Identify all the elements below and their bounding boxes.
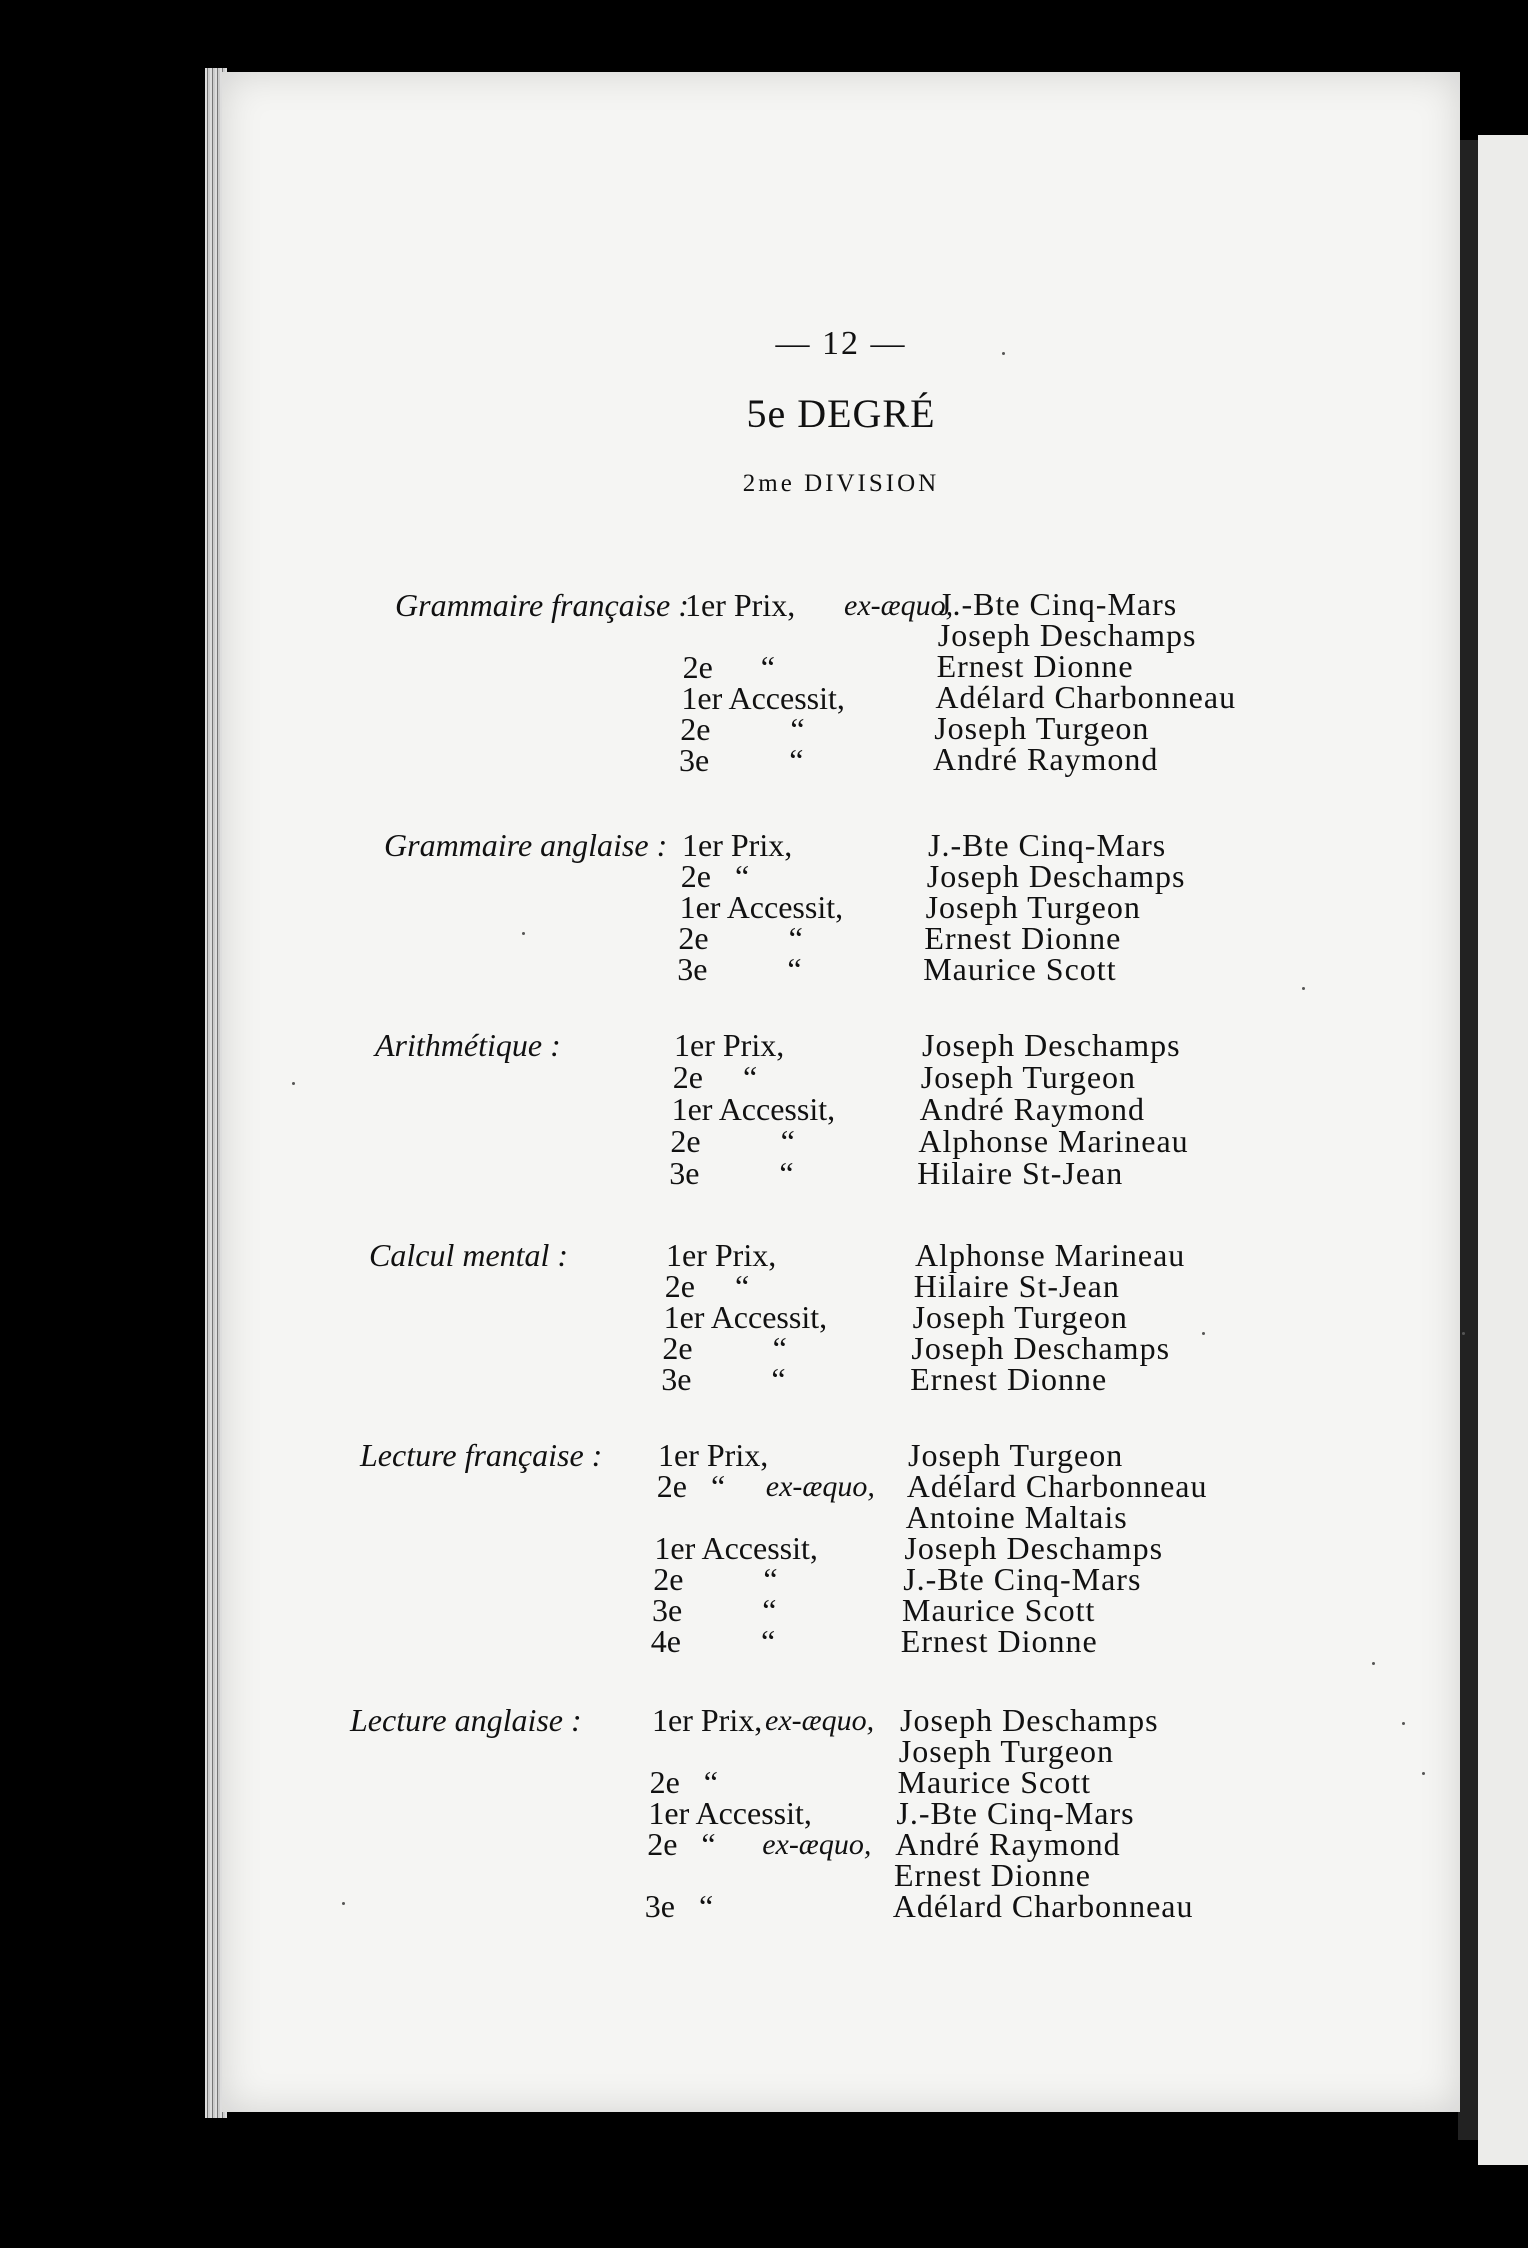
prize-rank: 1er Prix, — [652, 1702, 763, 1738]
ex-aequo-note: ex-æquo, — [765, 1470, 875, 1503]
print-speck — [1002, 352, 1005, 355]
prize-rank: 3e “ — [652, 1592, 777, 1628]
subject-label: Lecture française : — [360, 1437, 603, 1473]
print-speck — [1372, 1662, 1375, 1665]
prize-rank: 2e “ — [664, 1268, 750, 1304]
student-name: J.-Bte Cinq-Mars — [939, 586, 1178, 622]
student-name: Joseph Deschamps — [926, 858, 1186, 894]
print-speck — [1462, 1332, 1465, 1335]
prize-rank: 1er Accessit, — [681, 680, 845, 716]
page-number: — 12 — — [775, 325, 907, 362]
subject-label: Grammaire anglaise : — [384, 827, 668, 863]
prize-rank: 1er Prix, — [666, 1237, 777, 1273]
student-name: Adélard Charbonneau — [906, 1468, 1208, 1504]
prize-rank: 2e “ — [680, 858, 750, 894]
prize-rank: 3e “ — [679, 742, 804, 778]
prize-rank: 2e “ — [647, 1826, 716, 1862]
student-name: Joseph Turgeon — [912, 1299, 1128, 1335]
print-speck — [1402, 1722, 1405, 1725]
prize-rank: 2e “ — [649, 1764, 718, 1800]
prize-rank: 1er Accessit, — [663, 1299, 828, 1335]
subject-label: Lecture anglaise : — [350, 1702, 582, 1738]
ex-aequo-note: ex-æquo, — [844, 589, 954, 622]
student-name: Joseph Deschamps — [937, 617, 1197, 653]
subject-label: Arithmétique : — [375, 1027, 561, 1063]
student-name: Ernest Dionne — [936, 648, 1134, 684]
student-name: Ernest Dionne — [900, 1623, 1098, 1659]
prize-rank: 1er Prix, — [658, 1437, 769, 1473]
prize-rank: 1er Prix, — [674, 1027, 785, 1063]
print-speck — [1302, 987, 1305, 990]
student-name: Hilaire St-Jean — [913, 1268, 1120, 1304]
prize-rank: 3e “ — [677, 951, 802, 987]
print-speck — [342, 1902, 345, 1905]
student-name: Hilaire St-Jean — [917, 1155, 1124, 1191]
student-name: André Raymond — [919, 1091, 1145, 1127]
student-name: Joseph Turgeon — [898, 1733, 1115, 1769]
prize-rank: 1er Prix, — [682, 827, 793, 863]
student-name: Joseph Deschamps — [900, 1702, 1159, 1738]
student-name: Maurice Scott — [923, 951, 1117, 987]
print-speck — [522, 932, 525, 935]
student-name: J.-Bte Cinq-Mars — [928, 827, 1167, 863]
prize-rank: 3e “ — [669, 1155, 794, 1191]
prize-rank: 1er Prix, — [685, 587, 796, 623]
prize-rank: 1er Accessit, — [648, 1795, 812, 1831]
prize-rank: 2e “ — [678, 920, 803, 956]
prize-rank: 3e “ — [661, 1361, 786, 1397]
student-name: Joseph Turgeon — [934, 710, 1150, 746]
student-name: Adélard Charbonneau — [892, 1888, 1194, 1924]
student-name: Ernest Dionne — [910, 1361, 1108, 1397]
prize-rank: 2e “ — [682, 649, 775, 685]
book-spine — [1458, 140, 1478, 2140]
prize-rank: 4e “ — [650, 1623, 776, 1659]
student-name: Alphonse Marineau — [915, 1237, 1186, 1273]
student-name: Ernest Dionne — [894, 1857, 1091, 1893]
student-name: André Raymond — [895, 1826, 1121, 1862]
student-name: Adélard Charbonneau — [935, 679, 1237, 715]
subject-label: Grammaire française : — [395, 587, 689, 623]
prize-rank: 1er Accessit, — [654, 1530, 818, 1566]
print-speck — [292, 1082, 295, 1085]
student-name: Antoine Maltais — [905, 1499, 1128, 1535]
ex-aequo-note: ex-æquo, — [765, 1704, 875, 1737]
student-name: André Raymond — [933, 741, 1159, 777]
ex-aequo-note: ex-æquo, — [762, 1828, 872, 1861]
student-name: Maurice Scott — [897, 1764, 1091, 1800]
page-subtitle: 2me DIVISION — [742, 470, 940, 497]
prize-rank: 2e “ — [653, 1561, 778, 1597]
student-name: Ernest Dionne — [924, 920, 1122, 956]
facing-page-edge — [1478, 135, 1528, 2165]
print-speck — [1422, 1772, 1425, 1775]
student-name: Maurice Scott — [902, 1592, 1096, 1628]
student-name: Alphonse Marineau — [918, 1123, 1189, 1159]
prize-rank: 1er Accessit, — [671, 1091, 836, 1127]
student-name: Joseph Turgeon — [908, 1437, 1124, 1473]
print-speck — [1202, 1332, 1205, 1335]
prize-rank: 3e “ — [644, 1888, 714, 1924]
prize-rank: 2e “ — [680, 711, 805, 747]
student-name: J.-Bte Cinq-Mars — [896, 1795, 1135, 1831]
prize-rank: 1er Accessit, — [679, 889, 844, 925]
student-name: Joseph Turgeon — [920, 1059, 1137, 1095]
prize-rank: 2e “ — [670, 1123, 795, 1159]
prize-rank: 2e “ — [662, 1330, 787, 1366]
document-page — [222, 72, 1460, 2112]
subject-label: Calcul mental : — [369, 1237, 569, 1273]
student-name: Joseph Deschamps — [904, 1530, 1164, 1566]
student-name: J.-Bte Cinq-Mars — [903, 1561, 1142, 1597]
student-name: Joseph Turgeon — [925, 889, 1141, 925]
prize-rank: 2e “ — [656, 1468, 726, 1504]
student-name: Joseph Deschamps — [922, 1027, 1181, 1063]
page-title: 5e DEGRÉ — [746, 391, 936, 436]
student-name: Joseph Deschamps — [911, 1330, 1171, 1366]
prize-rank: 2e “ — [672, 1059, 758, 1095]
